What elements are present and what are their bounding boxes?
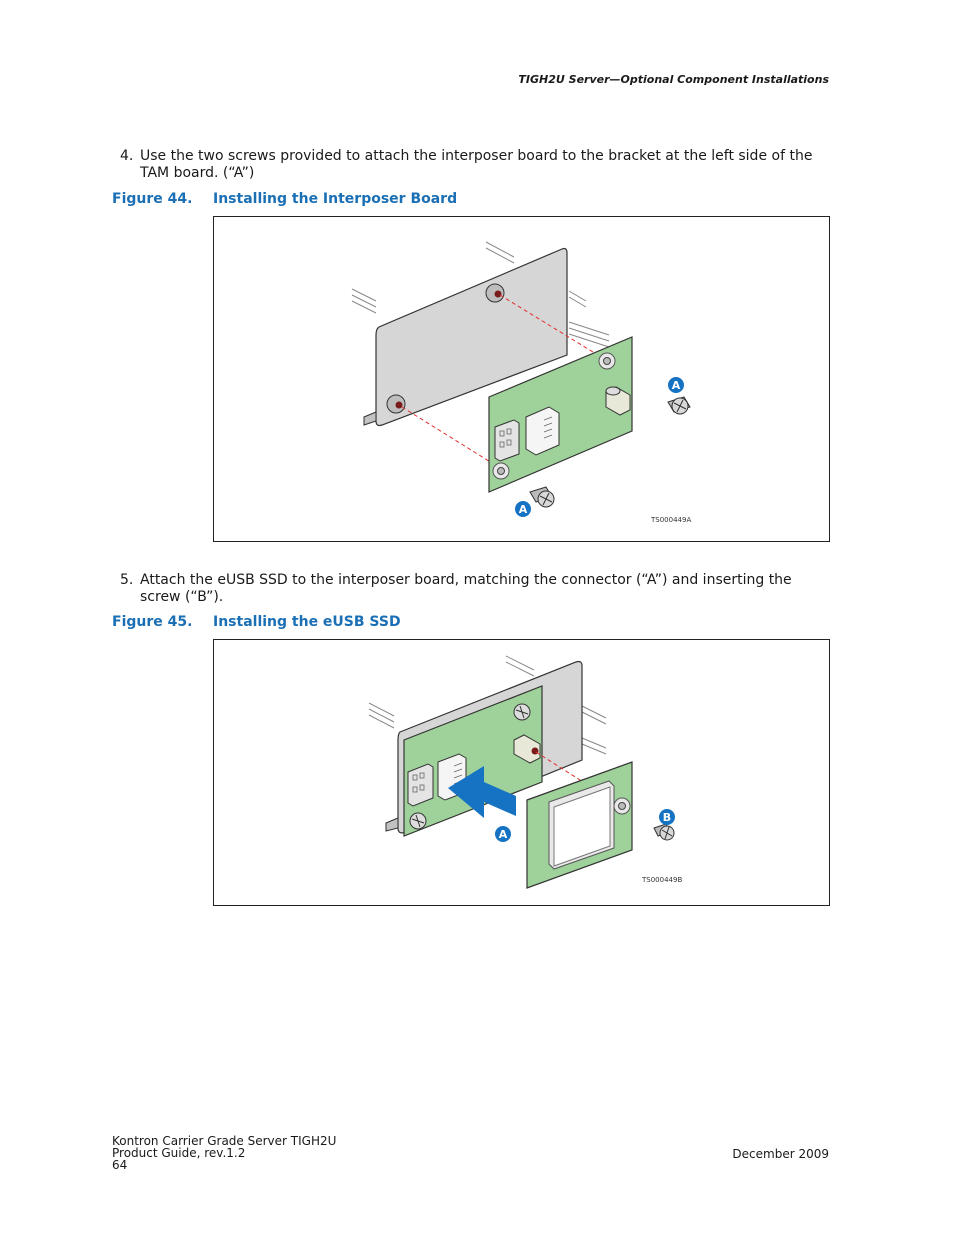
standoff-top [486, 284, 504, 302]
figure-44-caption [112, 191, 457, 207]
callout-label: A [671, 379, 681, 392]
callout-label: A [498, 828, 508, 841]
step-text: Attach the eUSB SSD to the interposer board, matching the connector (“A”) and inserting the screw (“B”). [140, 572, 792, 605]
figure-45-caption [112, 614, 401, 630]
step-5 [120, 572, 830, 606]
running-header: TIGH2U Server—Optional Component Installations [518, 73, 829, 86]
figure-title: Installing the Interposer Board [213, 191, 458, 207]
figure-44-frame [213, 216, 830, 542]
footer-date: December 2009 [732, 1147, 829, 1161]
callout-label: B [662, 811, 672, 824]
callout-a-bottom [515, 501, 531, 517]
footer-left [112, 1135, 336, 1171]
callout-a-right [668, 377, 684, 393]
figure-label: Figure 44. [112, 191, 193, 207]
footer-guide: Product Guide, rev.1.2 [112, 1146, 246, 1160]
eusb-ssd-module [527, 762, 632, 888]
step-text: Use the two screws provided to attach the interposer board to the bracket at the left side of the TAM board. (“A”) [140, 148, 813, 181]
board-hole-top [599, 353, 615, 369]
callout-a [495, 826, 511, 842]
screw-bottom [530, 487, 554, 507]
callout-label: A [518, 503, 528, 516]
drawing-id: TS000449A [651, 516, 692, 524]
eusb-install-illustration [214, 640, 829, 905]
footer-product: Kontron Carrier Grade Server TIGH2U [112, 1134, 337, 1148]
figure-title: Installing the eUSB SSD [213, 614, 401, 630]
step-4 [120, 148, 830, 182]
figure-45-frame [213, 639, 830, 906]
standoff-bottom [387, 395, 405, 413]
board-screw-bottom [410, 813, 426, 829]
board-hole-bottom [493, 463, 509, 479]
step-number: 4. [120, 148, 134, 164]
header-connector [408, 764, 433, 806]
step-number: 5. [120, 572, 134, 588]
interposer-install-illustration [214, 217, 829, 541]
screw-right [668, 397, 690, 414]
screw-b [654, 824, 674, 840]
figure-label: Figure 45. [112, 614, 193, 630]
header-connector [495, 420, 519, 461]
callout-b [659, 809, 675, 825]
page-number: 64 [112, 1158, 128, 1172]
board-screw-top [514, 704, 530, 720]
drawing-id: TS000449B [642, 876, 683, 884]
module-hole [614, 798, 630, 814]
